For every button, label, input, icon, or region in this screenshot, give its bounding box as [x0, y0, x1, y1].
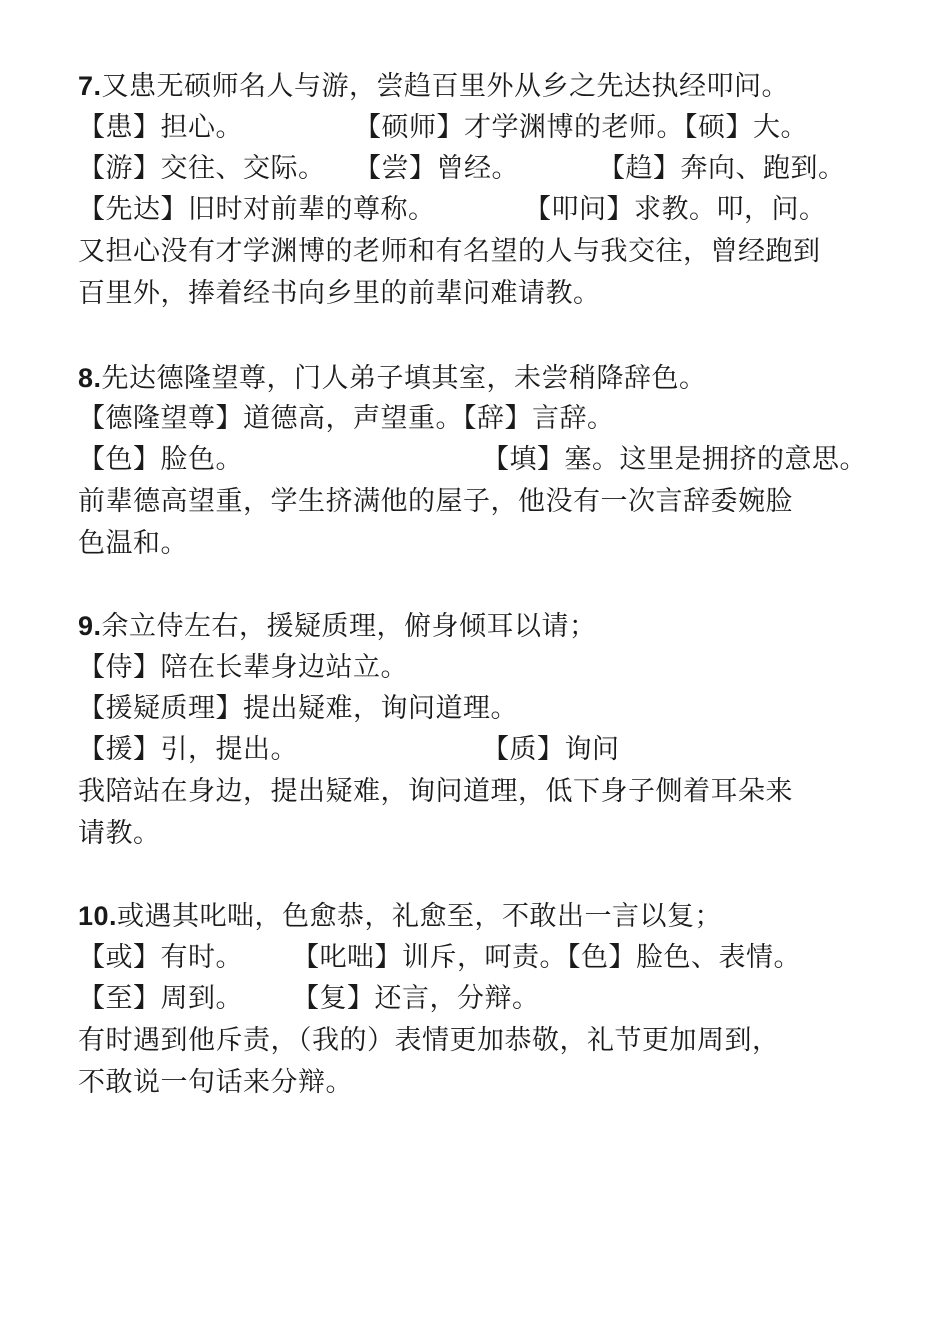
- translation-line: 又担心没有才学渊博的老师和有名望的人与我交往，曾经跑到: [78, 236, 821, 267]
- gloss-item: 【患】担心。: [78, 112, 243, 143]
- translation-line: 百里外，捧着经书向乡里的前辈问难请教。: [78, 278, 601, 309]
- translation-line: 我陪站在身边，提出疑难，询问道理，低下身子侧着耳朵来: [78, 776, 793, 807]
- gloss-item: 【至】周到。: [78, 983, 243, 1014]
- gloss-line: [78, 652, 408, 684]
- section-10-sentence: [78, 900, 722, 933]
- gloss-item: 【色】脸色。: [78, 444, 243, 475]
- classical-sentence: 又患无硕师名人与游，尝趋百里外从乡之先达执经叩问。: [101, 71, 790, 102]
- gloss-item: 【援】引，提出。: [78, 734, 298, 765]
- classical-sentence: 先达德隆望尊，门人弟子填其室，未尝稍降辞色。: [101, 363, 707, 394]
- gloss-item: 【先达】旧时对前辈的尊称。: [78, 194, 436, 225]
- classical-sentence: 余立侍左右，援疑质理，俯身倾耳以请；: [101, 611, 597, 642]
- gloss-line: [78, 693, 518, 725]
- translation-line: 请教。: [78, 818, 161, 849]
- translation-line: 不敢说一句话来分辩。: [78, 1067, 353, 1098]
- section-number: 10.: [78, 901, 118, 931]
- gloss-item: 【趋】奔向、跑到。: [598, 153, 846, 184]
- gloss-item: 【质】询问: [482, 734, 620, 765]
- translation-line: 色温和。: [78, 528, 188, 559]
- gloss-item: 【援疑质理】提出疑难，询问道理。: [78, 693, 518, 724]
- gloss-item: 【叱咄】训斥，呵责。【色】脸色、表情。: [292, 942, 801, 973]
- gloss-line: [78, 403, 615, 435]
- gloss-item: 【复】还言，分辩。: [292, 983, 540, 1014]
- section-9-sentence: [78, 610, 597, 643]
- gloss-item: 【硕师】才学渊博的老师。【硕】大。: [354, 112, 808, 143]
- gloss-item: 【叩问】求教。叩，问。: [524, 194, 827, 225]
- gloss-item: 【尝】曾经。: [354, 153, 519, 184]
- classical-sentence: 或遇其叱咄，色愈恭，礼愈至，不敢出一言以复；: [117, 901, 723, 932]
- translation-line: 前辈德高望重，学生挤满他的屋子，他没有一次言辞委婉脸: [78, 486, 793, 517]
- gloss-item: 【填】塞。这里是拥挤的意思。: [482, 444, 867, 475]
- gloss-item: 【侍】陪在长辈身边站立。: [78, 652, 408, 683]
- section-8-sentence: [78, 362, 707, 395]
- section-7-sentence: [78, 70, 789, 103]
- section-number: 9.: [78, 611, 102, 641]
- gloss-item: 【德隆望尊】道德高，声望重。【辞】言辞。: [78, 403, 615, 434]
- gloss-item: 【游】交往、交际。: [78, 153, 326, 184]
- section-number: 8.: [78, 363, 102, 393]
- translation-line: 有时遇到他斥责，（我的）表情更加恭敬，礼节更加周到，: [78, 1025, 780, 1056]
- section-number: 7.: [78, 71, 102, 101]
- gloss-item: 【或】有时。: [78, 942, 243, 973]
